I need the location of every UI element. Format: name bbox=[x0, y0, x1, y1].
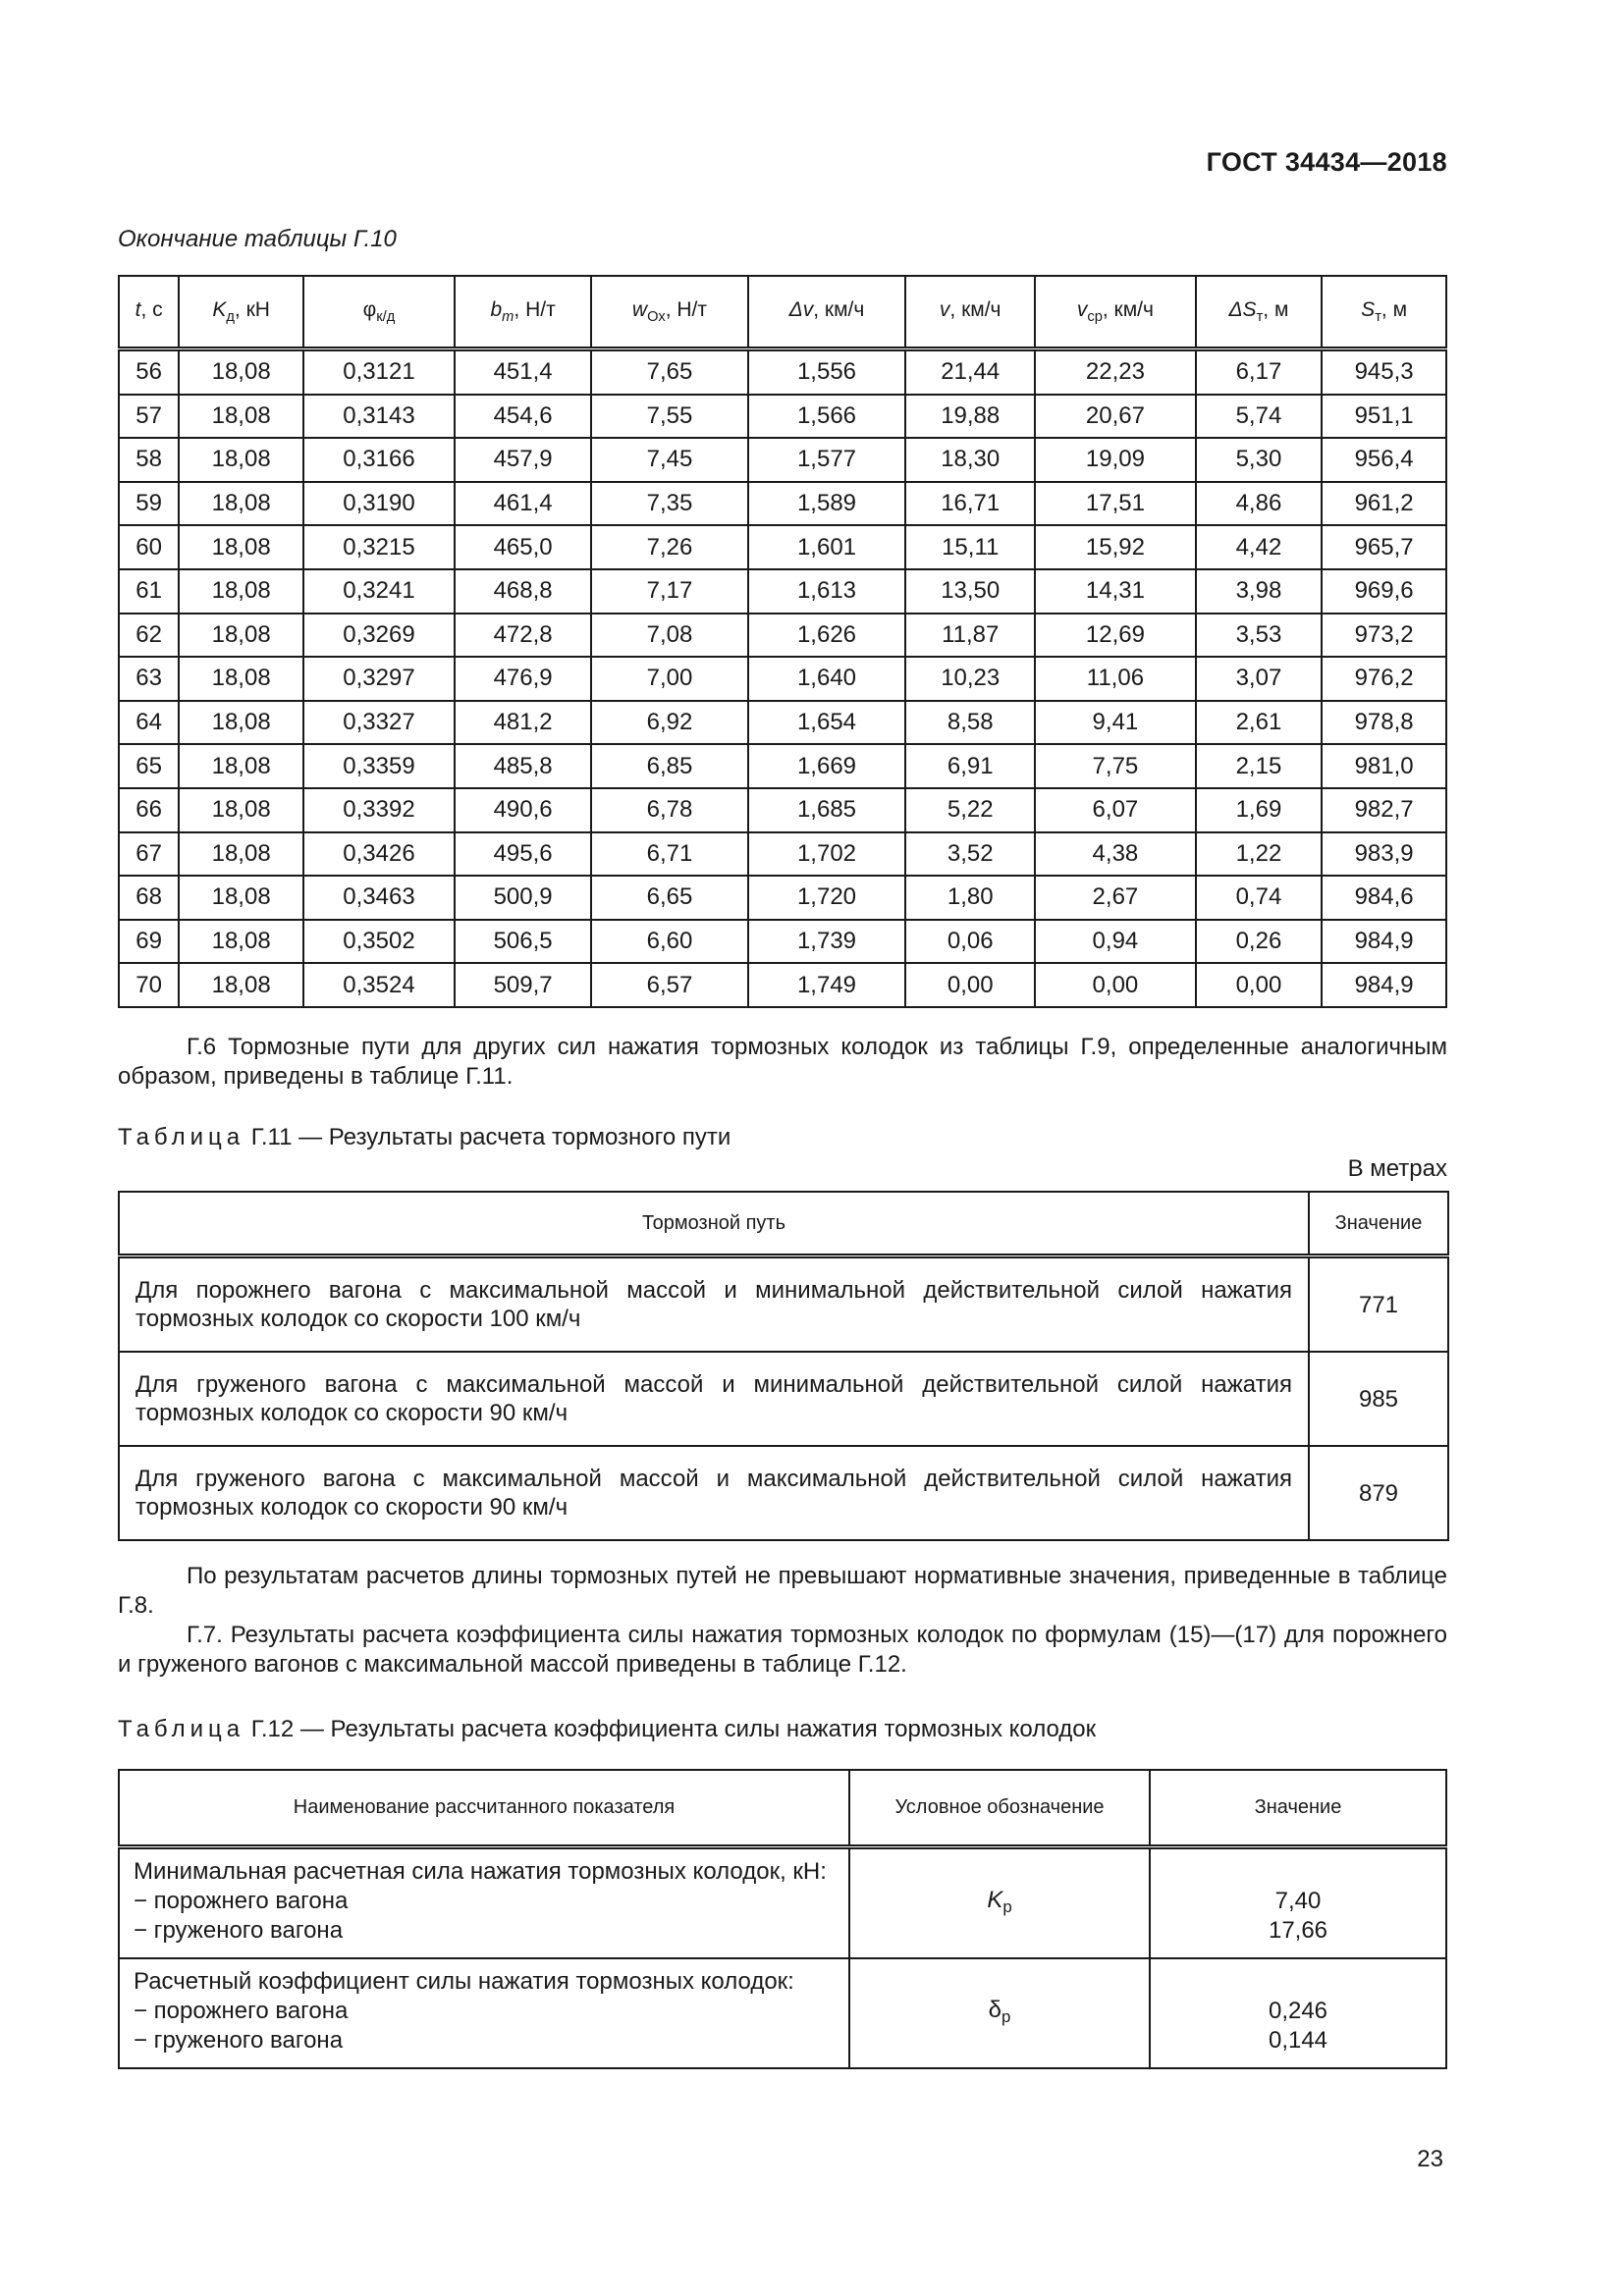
table-row bbox=[119, 482, 1446, 526]
table-cell: 0,3269 bbox=[303, 614, 455, 658]
table-cell: 481,2 bbox=[455, 701, 591, 745]
table-cell: Для груженого вагона с максимальной массой и минимальной действительной силой нажатия тормозных колодок со скорости 90 км/ч bbox=[119, 1352, 1309, 1446]
col-header: $\Delta S_т$, м bbox=[1196, 276, 1323, 349]
col-header: Наименование рассчитанного показателя bbox=[119, 1770, 849, 1847]
table-cell: 1,69 bbox=[1196, 788, 1323, 832]
table-g10 bbox=[118, 275, 1447, 1008]
table-cell: 461,4 bbox=[455, 482, 591, 526]
table-cell: 18,08 bbox=[179, 569, 303, 614]
table-cell: 495,6 bbox=[455, 832, 591, 877]
table-row bbox=[119, 1958, 1446, 2068]
table-cell: 985 bbox=[1309, 1352, 1448, 1446]
table-cell: 0,3121 bbox=[303, 349, 455, 395]
table-row bbox=[119, 876, 1446, 920]
table-cell: 65 bbox=[119, 744, 179, 788]
table-row bbox=[119, 614, 1446, 658]
table-cell: 7,35 bbox=[591, 482, 747, 526]
table-cell: 969,6 bbox=[1322, 569, 1446, 614]
table-cell: 0,3166 bbox=[303, 438, 455, 482]
table-cell: 14,31 bbox=[1035, 569, 1196, 614]
table-cell: 0,00 bbox=[1035, 963, 1196, 1007]
page-number: 23 bbox=[1417, 2146, 1443, 2172]
table-cell: 1,566 bbox=[748, 395, 906, 439]
col-header: Значение bbox=[1150, 1770, 1446, 1847]
table-cell: 18,08 bbox=[179, 482, 303, 526]
table-row bbox=[119, 832, 1446, 877]
table-cell: 10,23 bbox=[905, 657, 1035, 701]
table-cell: 57 bbox=[119, 395, 179, 439]
table-cell: 0,3359 bbox=[303, 744, 455, 788]
table-cell: $\delta_р$ bbox=[849, 1958, 1150, 2068]
table-cell: 454,6 bbox=[455, 395, 591, 439]
table-cell: 1,739 bbox=[748, 920, 906, 964]
table-cell: 5,30 bbox=[1196, 438, 1323, 482]
table-cell: 457,9 bbox=[455, 438, 591, 482]
table-cell: 5,22 bbox=[905, 788, 1035, 832]
table-g11 bbox=[118, 1191, 1449, 1541]
table-cell: 2,61 bbox=[1196, 701, 1323, 745]
table-cell: 12,69 bbox=[1035, 614, 1196, 658]
table-cell: 0,3463 bbox=[303, 876, 455, 920]
col-header: $v_{ср}$, км/ч bbox=[1035, 276, 1196, 349]
table-cell: 11,06 bbox=[1035, 657, 1196, 701]
table-cell: 18,08 bbox=[179, 438, 303, 482]
table-cell: 0,3426 bbox=[303, 832, 455, 877]
col-header: Условное обозначение bbox=[849, 1770, 1150, 1847]
table-cell: 15,11 bbox=[905, 525, 1035, 569]
table-cell: 4,86 bbox=[1196, 482, 1323, 526]
table-cell: 1,720 bbox=[748, 876, 906, 920]
table-cell: 0,3215 bbox=[303, 525, 455, 569]
table-row bbox=[119, 569, 1446, 614]
table-cell: 0,94 bbox=[1035, 920, 1196, 964]
table-cell: 17,51 bbox=[1035, 482, 1196, 526]
table-cell: 6,60 bbox=[591, 920, 747, 964]
table-row bbox=[119, 963, 1446, 1007]
table-cell: 19,88 bbox=[905, 395, 1035, 439]
table-cell: 6,07 bbox=[1035, 788, 1196, 832]
col-header: $\varphi_{к/д}$ bbox=[303, 276, 455, 349]
table-cell: 6,17 bbox=[1196, 349, 1323, 395]
table-cell: 978,8 bbox=[1322, 701, 1446, 745]
table-g10-body bbox=[119, 349, 1446, 1007]
table-cell: 0,74 bbox=[1196, 876, 1323, 920]
table-cell: 879 bbox=[1309, 1446, 1448, 1540]
table-cell: 1,601 bbox=[748, 525, 906, 569]
table-cell: 64 bbox=[119, 701, 179, 745]
table-cell: 59 bbox=[119, 482, 179, 526]
table-cell: 18,30 bbox=[905, 438, 1035, 482]
table-cell: 6,71 bbox=[591, 832, 747, 877]
col-header: Δv, км/ч bbox=[748, 276, 906, 349]
table-cell: 0,3502 bbox=[303, 920, 455, 964]
table-cell: 982,7 bbox=[1322, 788, 1446, 832]
table-cell: 771 bbox=[1309, 1256, 1448, 1353]
table-cell: 11,87 bbox=[905, 614, 1035, 658]
table-cell: 1,80 bbox=[905, 876, 1035, 920]
table-cell: 485,8 bbox=[455, 744, 591, 788]
table-cell: 20,67 bbox=[1035, 395, 1196, 439]
table-cell: 1,640 bbox=[748, 657, 906, 701]
table-cell: 0,246 0,144 bbox=[1150, 1958, 1446, 2068]
table-row bbox=[119, 1847, 1446, 1959]
table-cell: 18,08 bbox=[179, 614, 303, 658]
table-row bbox=[119, 438, 1446, 482]
table-cell: 983,9 bbox=[1322, 832, 1446, 877]
col-header: $w_{Ох}$, Н/т bbox=[591, 276, 747, 349]
table-row bbox=[119, 349, 1446, 395]
table-g10-caption: Окончание таблицы Г.10 bbox=[118, 226, 397, 252]
table-cell: 7,55 bbox=[591, 395, 747, 439]
table-cell: 7,75 bbox=[1035, 744, 1196, 788]
table-row bbox=[119, 744, 1446, 788]
table-cell: 18,08 bbox=[179, 349, 303, 395]
table-cell: 7,08 bbox=[591, 614, 747, 658]
table-cell: 1,589 bbox=[748, 482, 906, 526]
table-cell: 6,78 bbox=[591, 788, 747, 832]
table-cell: 1,613 bbox=[748, 569, 906, 614]
table-header-row bbox=[119, 276, 1446, 349]
table-cell: 984,6 bbox=[1322, 876, 1446, 920]
table-cell: 63 bbox=[119, 657, 179, 701]
table-cell: 0,26 bbox=[1196, 920, 1323, 964]
table-cell: 7,17 bbox=[591, 569, 747, 614]
table-cell: 7,45 bbox=[591, 438, 747, 482]
table-cell: 6,65 bbox=[591, 876, 747, 920]
table-cell: 5,74 bbox=[1196, 395, 1323, 439]
col-header: $S_т$, м bbox=[1322, 276, 1446, 349]
table-row bbox=[119, 525, 1446, 569]
table-cell: 68 bbox=[119, 876, 179, 920]
table-cell: 500,9 bbox=[455, 876, 591, 920]
table-cell: 61 bbox=[119, 569, 179, 614]
table-cell: 18,08 bbox=[179, 744, 303, 788]
table-cell: 7,40 17,66 bbox=[1150, 1847, 1446, 1959]
table-row bbox=[119, 1446, 1448, 1540]
table-row bbox=[119, 1352, 1448, 1446]
table-cell: 976,2 bbox=[1322, 657, 1446, 701]
table-cell: 961,2 bbox=[1322, 482, 1446, 526]
table-cell: 506,5 bbox=[455, 920, 591, 964]
table-cell: 3,98 bbox=[1196, 569, 1323, 614]
paragraph-g6: Г.6 Тормозные пути для других сил нажатия тормозных колодок из таблицы Г.9, определенные аналогичным образом, приведены в таблице Г.11. bbox=[118, 1034, 1447, 1090]
table-cell: 1,626 bbox=[748, 614, 906, 658]
table-cell: 1,577 bbox=[748, 438, 906, 482]
col-header: t, с bbox=[119, 276, 179, 349]
table-cell: 3,52 bbox=[905, 832, 1035, 877]
table-cell: 973,2 bbox=[1322, 614, 1446, 658]
table-cell: 3,07 bbox=[1196, 657, 1323, 701]
table-cell: $K_р$ bbox=[849, 1847, 1150, 1959]
table-cell: 18,08 bbox=[179, 395, 303, 439]
table-header-row bbox=[119, 1192, 1448, 1256]
table-row bbox=[119, 1256, 1448, 1353]
table-cell: 6,92 bbox=[591, 701, 747, 745]
table-cell: 6,57 bbox=[591, 963, 747, 1007]
table-cell: 9,41 bbox=[1035, 701, 1196, 745]
table-cell: 472,8 bbox=[455, 614, 591, 658]
paragraph-result: По результатам расчетов длины тормозных путей не превышают нормативные значения, приведенные в таблице Г.8. bbox=[118, 1563, 1447, 1619]
table-cell: 21,44 bbox=[905, 349, 1035, 395]
table-cell: 1,749 bbox=[748, 963, 906, 1007]
table-cell: 981,0 bbox=[1322, 744, 1446, 788]
table-cell: 4,38 bbox=[1035, 832, 1196, 877]
table-cell: Расчетный коэффициент силы нажатия тормозных колодок: − порожнего вагона − груженого вагона bbox=[119, 1958, 849, 2068]
table-cell: 465,0 bbox=[455, 525, 591, 569]
table-cell: 490,6 bbox=[455, 788, 591, 832]
table-cell: 18,08 bbox=[179, 876, 303, 920]
table-cell: 0,3143 bbox=[303, 395, 455, 439]
table-cell: 6,85 bbox=[591, 744, 747, 788]
table-cell: 22,23 bbox=[1035, 349, 1196, 395]
table-cell: 1,685 bbox=[748, 788, 906, 832]
table-cell: 4,42 bbox=[1196, 525, 1323, 569]
table-cell: 18,08 bbox=[179, 832, 303, 877]
table-cell: 984,9 bbox=[1322, 963, 1446, 1007]
table-cell: 66 bbox=[119, 788, 179, 832]
table-g11-caption: Таблица Г.11 — Результаты расчета тормозного пути bbox=[118, 1124, 731, 1150]
table-cell: 16,71 bbox=[905, 482, 1035, 526]
table-cell: 18,08 bbox=[179, 657, 303, 701]
table-cell: 0,3297 bbox=[303, 657, 455, 701]
table-cell: 7,65 bbox=[591, 349, 747, 395]
table-cell: 18,08 bbox=[179, 701, 303, 745]
paragraph-g7: Г.7. Результаты расчета коэффициента силы нажатия тормозных колодок по формулам (15)—(17) для порожнего и груженого вагонов с максимальной массой приведены в таблице Г.12. bbox=[118, 1622, 1447, 1678]
table-cell: 0,3190 bbox=[303, 482, 455, 526]
table-cell: 18,08 bbox=[179, 963, 303, 1007]
table-cell: 3,53 bbox=[1196, 614, 1323, 658]
table-cell: 1,22 bbox=[1196, 832, 1323, 877]
table-cell: 2,15 bbox=[1196, 744, 1323, 788]
table-row bbox=[119, 657, 1446, 701]
table-cell: 0,00 bbox=[905, 963, 1035, 1007]
table-cell: 1,556 bbox=[748, 349, 906, 395]
table-cell: 18,08 bbox=[179, 788, 303, 832]
table-cell: 1,654 bbox=[748, 701, 906, 745]
table-cell: 70 bbox=[119, 963, 179, 1007]
table-cell: 13,50 bbox=[905, 569, 1035, 614]
col-header: Значение bbox=[1309, 1192, 1448, 1256]
col-header: $K_д$, кН bbox=[179, 276, 303, 349]
table-cell: 15,92 bbox=[1035, 525, 1196, 569]
table-cell: 951,1 bbox=[1322, 395, 1446, 439]
table-cell: 62 bbox=[119, 614, 179, 658]
table-cell: 0,3524 bbox=[303, 963, 455, 1007]
table-cell: 451,4 bbox=[455, 349, 591, 395]
table-cell: 19,09 bbox=[1035, 438, 1196, 482]
table-cell: 509,7 bbox=[455, 963, 591, 1007]
table-cell: 60 bbox=[119, 525, 179, 569]
table-cell: 2,67 bbox=[1035, 876, 1196, 920]
table-row bbox=[119, 788, 1446, 832]
table-header-row bbox=[119, 1770, 1446, 1847]
units-note: В метрах bbox=[1347, 1155, 1447, 1182]
table-cell: 0,3241 bbox=[303, 569, 455, 614]
table-cell: 58 bbox=[119, 438, 179, 482]
table-g12 bbox=[118, 1769, 1447, 2069]
table-cell: 0,3327 bbox=[303, 701, 455, 745]
table-cell: 476,9 bbox=[455, 657, 591, 701]
table-cell: 0,3392 bbox=[303, 788, 455, 832]
table-cell: 7,00 bbox=[591, 657, 747, 701]
table-cell: Минимальная расчетная сила нажатия тормозных колодок, кН: − порожнего вагона − груженого вагона bbox=[119, 1847, 849, 1959]
table-cell: 7,26 bbox=[591, 525, 747, 569]
col-header: v, км/ч bbox=[905, 276, 1035, 349]
document-code: ГОСТ 34434—2018 bbox=[1206, 147, 1447, 177]
table-cell: Для порожнего вагона с максимальной массой и минимальной действительной силой нажатия тормозных колодок со скорости 100 км/ч bbox=[119, 1256, 1309, 1353]
table-cell: 56 bbox=[119, 349, 179, 395]
table-cell: 18,08 bbox=[179, 920, 303, 964]
table-cell: 67 bbox=[119, 832, 179, 877]
table-cell: 1,669 bbox=[748, 744, 906, 788]
col-header: $b_m$, Н/т bbox=[455, 276, 591, 349]
table-cell: 18,08 bbox=[179, 525, 303, 569]
table-cell: 956,4 bbox=[1322, 438, 1446, 482]
table-cell: 1,702 bbox=[748, 832, 906, 877]
table-row bbox=[119, 395, 1446, 439]
col-header: Тормозной путь bbox=[119, 1192, 1309, 1256]
table-cell: Для груженого вагона с максимальной массой и максимальной действительной силой нажатия тормозных колодок со скорости 90 км/ч bbox=[119, 1446, 1309, 1540]
table-cell: 0,06 bbox=[905, 920, 1035, 964]
table-cell: 468,8 bbox=[455, 569, 591, 614]
table-cell: 8,58 bbox=[905, 701, 1035, 745]
table-cell: 984,9 bbox=[1322, 920, 1446, 964]
table-g12-caption: Таблица Г.12 — Результаты расчета коэффициента силы нажатия тормозных колодок bbox=[118, 1716, 1097, 1742]
table-cell: 6,91 bbox=[905, 744, 1035, 788]
table-row bbox=[119, 701, 1446, 745]
table-cell: 0,00 bbox=[1196, 963, 1323, 1007]
table-row bbox=[119, 920, 1446, 964]
table-cell: 945,3 bbox=[1322, 349, 1446, 395]
table-cell: 69 bbox=[119, 920, 179, 964]
table-cell: 965,7 bbox=[1322, 525, 1446, 569]
